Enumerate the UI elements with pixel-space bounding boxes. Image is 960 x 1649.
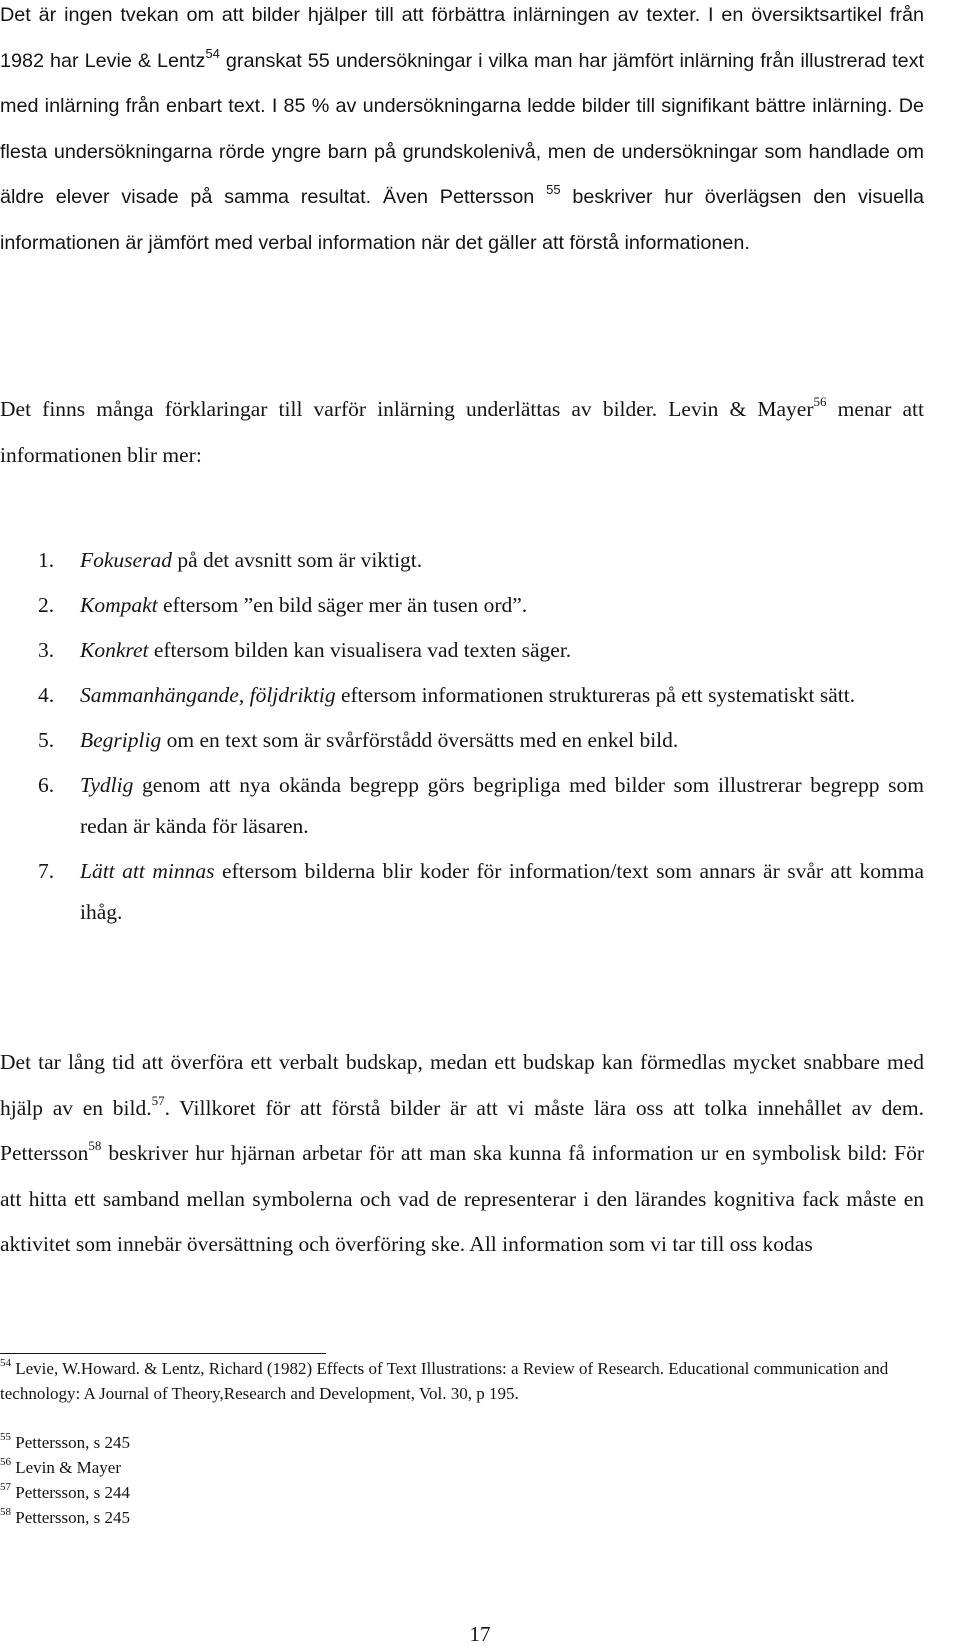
footnote-ref-55: 55 — [546, 182, 561, 197]
page-number: 17 — [469, 1622, 491, 1646]
list-item: 4. Sammanhängande, följdriktig eftersom informationen struktureras på ett systematiskt sätt. — [38, 683, 856, 707]
footnote-55: $^{55}$ Pettersson, s 245 — [0, 1431, 130, 1452]
list-item: 5. Begriplig om en text som är svårförstådd översätts med en enkel bild. — [38, 728, 679, 752]
list-item: 7. Lätt att minnas eftersom bilderna blir koder för information/text som annars är svår att komma ihåg. — [38, 859, 925, 924]
list-item: 2. Kompakt eftersom ”en bild säger mer än tusen ord”. — [38, 593, 528, 617]
paragraph-intro: Det är ingen tvekan om att bilder hjälper till att förbättra inlärningen av texter. I en översiktsartikel från 1982 har Levie & Lentz$^{54}$ granskat 55 undersökningar i vilka man har jämfört inlärning från illustrerad text med inlärning från enbart text. I 85 % av undersökningarna ledde bilder till signifikant bättre inlärning. De flesta undersökningarna rörde yngre barn på grundskolenivå, men de undersökningar som handlade om äldre elever visade på samma resultat. Även Pettersson $^{55}$ beskriver hur överlägsen den visuella informationen är jämfört med verbal information när det gäller att förstå informationen. — [0, 4, 925, 254]
footnote-ref-54: 54 — [205, 45, 220, 61]
paragraph-verbal-vs-visual: Det tar lång tid att överföra ett verbalt budskap, medan ett budskap kan förmedlas mycket snabbare med hjälp av en bild.$^{57}$. Villkoret för att förstå bilder är att vi måste lära oss att tolka innehållet av dem. Pettersson$^{58}$ beskriver hur hjärnan arbetar för att man ska kunna få information ur en symbolisk bild: För att hitta ett samband mellan symbolerna och vad de representerar i den lärandes kognitiva fack måste en aktivitet som innebär översättning och överföring ske. All information som vi tar till oss kodas — [0, 1050, 924, 1256]
list-item: 1. Fokuserad på det avsnitt som är viktigt. — [38, 548, 423, 572]
footnote-ref-58: 58 — [88, 1138, 102, 1153]
footnote-58: $^{58}$ Pettersson, s 245 — [0, 1506, 130, 1527]
footnote-ref-57: 57 — [151, 1092, 165, 1108]
footnote-divider — [0, 1353, 326, 1354]
footnote-ref-56: 56 — [813, 394, 827, 409]
list-item: 6. Tydlig genom att nya okända begrepp görs begripliga med bilder som illustrerar begrepp som redan är kända för läsaren. — [38, 773, 924, 838]
list-item: 3. Konkret eftersom bilden kan visualisera vad texten säger. — [38, 638, 572, 662]
numbered-list — [0, 540, 924, 937]
footnote-56: $^{56}$ Levin & Mayer — [0, 1456, 121, 1477]
footnote-57: $^{57}$ Pettersson, s 244 — [0, 1481, 130, 1502]
footnote-54: $^{54}$ Levie, W.Howard. & Lentz, Richard (1982) Effects of Text Illustrations: a Review of Research. Educational communication and technology: A Journal of Theory,Research and Development, Vol. 30, p 195. — [0, 1357, 889, 1403]
paragraph-explanations: Det finns många förklaringar till varför inlärning underlättas av bilder. Levin & Mayer$^{56}$ menar att informationen blir mer: — [0, 394, 924, 467]
